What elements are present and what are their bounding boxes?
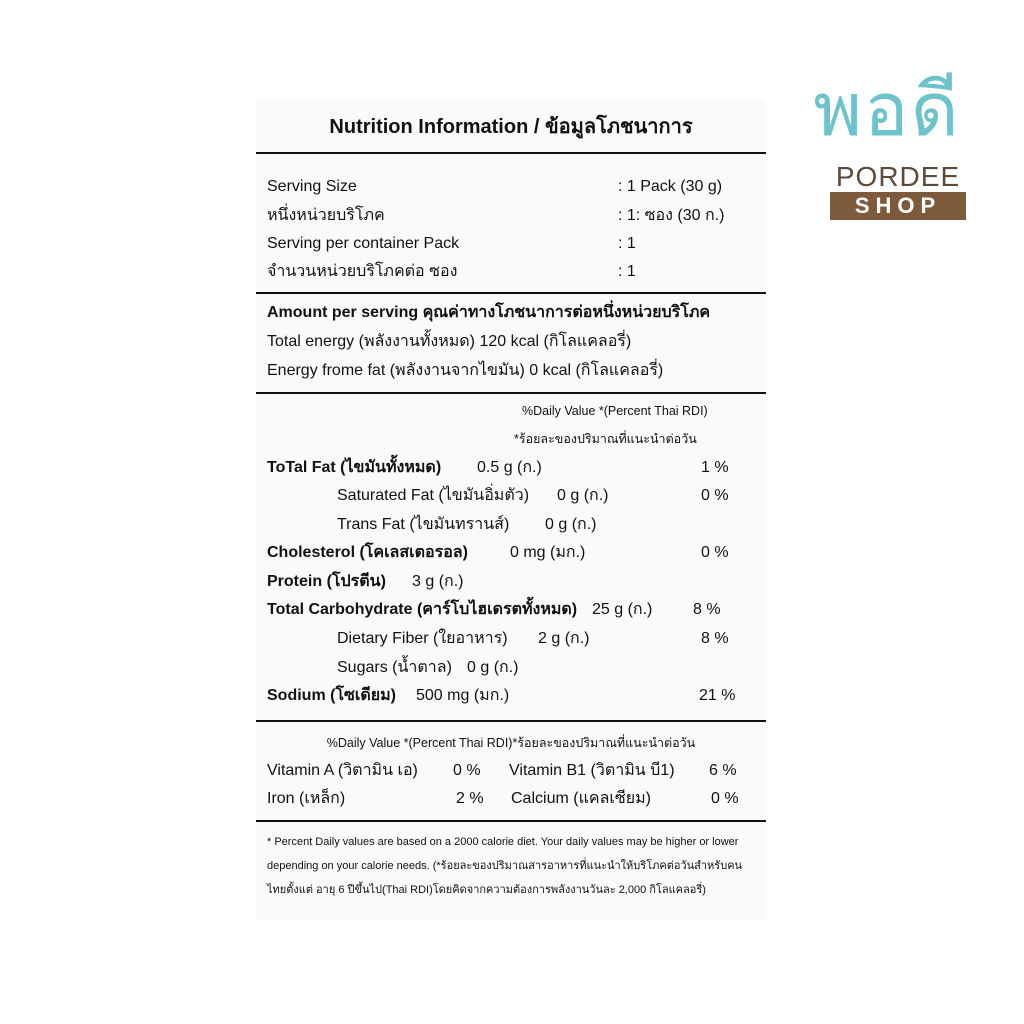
- nutrient-amount: 3 g (ก.): [412, 573, 464, 590]
- nutrient-amount: 0 mg (มก.): [510, 544, 586, 561]
- servings-per-container-value: : 1: [618, 235, 636, 252]
- vitamin-daily-value-header: %Daily Value *(Percent Thai RDI)*ร้อยละของปริมาณที่แนะนำต่อวัน: [326, 736, 696, 750]
- nutrient-daily-value: 21 %: [699, 687, 736, 704]
- nutrient-name: Cholesterol (โคเลสเตอรอล): [267, 544, 468, 561]
- nutrient-name: Protein (โปรตีน): [267, 573, 386, 590]
- servings-per-container-th-label: จำนวนหน่วยบริโภคต่อ ซอง: [267, 263, 458, 280]
- nutrient-name: Trans Fat (ไขมันทรานส์): [337, 516, 510, 533]
- energy-from-fat: Energy frome fat (พลังงานจากไขมัน) 0 kcal (กิโลแคลอรี่): [267, 362, 664, 379]
- label-title: Nutrition Information / ข้อมูลโภชนาการ: [329, 116, 693, 138]
- nutrient-amount: 0 g (ก.): [467, 659, 519, 676]
- nutrient-daily-value: 8 %: [701, 630, 729, 647]
- amount-per-serving-heading: Amount per serving คุณค่าทางโภชนาการต่อหนึ่งหน่วยบริโภค: [267, 304, 711, 321]
- logo-shop-badge: SHOP: [830, 192, 966, 220]
- logo-thai-wordmark: พอดี: [813, 67, 961, 153]
- divider: [256, 292, 766, 294]
- nutrient-amount: 2 g (ก.): [538, 630, 590, 647]
- nutrient-name: ToTal Fat (ไขมันทั้งหมด): [267, 459, 442, 476]
- nutrient-amount: 500 mg (มก.): [416, 687, 510, 704]
- vitamin-name: Vitamin A (วิตามิน เอ): [267, 762, 418, 779]
- vitamin-daily-value: 6 %: [709, 762, 737, 779]
- nutrient-amount: 0 g (ก.): [545, 516, 597, 533]
- servings-per-container-label: Serving per container Pack: [267, 235, 460, 252]
- nutrient-daily-value: 0 %: [701, 487, 729, 504]
- daily-value-header-th: *ร้อยละของปริมาณที่แนะนำต่อวัน: [514, 432, 697, 446]
- divider: [256, 392, 766, 394]
- serving-size-th-label: หนึ่งหน่วยบริโภค: [267, 207, 385, 224]
- nutrient-amount: 0.5 g (ก.): [477, 459, 542, 476]
- nutrient-name: Sodium (โซเดียม): [267, 687, 396, 704]
- serving-size-th-value: : 1: ซอง (30 ก.): [618, 207, 725, 224]
- logo-brand-name: PORDEE: [835, 161, 961, 192]
- nutrient-daily-value: 0 %: [701, 544, 729, 561]
- vitamin-daily-value: 2 %: [456, 790, 484, 807]
- vitamin-daily-value: 0 %: [711, 790, 739, 807]
- divider: [256, 820, 766, 822]
- daily-value-header-en: %Daily Value *(Percent Thai RDI): [522, 404, 708, 418]
- divider: [256, 720, 766, 722]
- vitamin-name: Calcium (แคลเซียม): [511, 790, 651, 807]
- vitamin-name: Iron (เหล็ก): [267, 790, 346, 807]
- nutrient-amount: 25 g (ก.): [592, 601, 653, 618]
- nutrient-amount: 0 g (ก.): [557, 487, 609, 504]
- nutrient-name: Saturated Fat (ไขมันอิ่มตัว): [337, 487, 530, 504]
- nutrient-daily-value: 1 %: [701, 459, 729, 476]
- nutrient-name: Total Carbohydrate (คาร์โบไฮเดรตทั้งหมด): [267, 601, 578, 618]
- nutrient-name: Dietary Fiber (ใยอาหาร): [337, 630, 508, 647]
- serving-size-label: Serving Size: [267, 178, 357, 195]
- serving-size-value: : 1 Pack (30 g): [618, 178, 723, 195]
- vitamin-daily-value: 0 %: [453, 762, 481, 779]
- total-energy: Total energy (พลังงานทั้งหมด) 120 kcal (กิโลแคลอรี่): [267, 333, 632, 350]
- divider: [256, 152, 766, 154]
- nutrient-daily-value: 8 %: [693, 601, 721, 618]
- vitamin-name: Vitamin B1 (วิตามิน บี1): [509, 762, 675, 779]
- pordee-shop-logo: [808, 58, 968, 220]
- nutrient-name: Sugars (น้ำตาล): [337, 659, 452, 676]
- nutrition-label: [256, 100, 766, 920]
- footnote: * Percent Daily values are based on a 2000 calorie diet. Your daily values may be higher or lower depending on your calorie needs. (*ร้อยละของปริมาณสารอาหารที่แนะนำให้บริโภคต่อวันสำหรับคนไทยตั้งแต่ อายุ 6 ปีขึ้นไป(Thai RDI)โดยคิดจากความต้องการพลังงานวันละ 2,000 กิโลแคลอรี่): [267, 836, 743, 896]
- servings-per-container-th-value: : 1: [618, 263, 636, 280]
